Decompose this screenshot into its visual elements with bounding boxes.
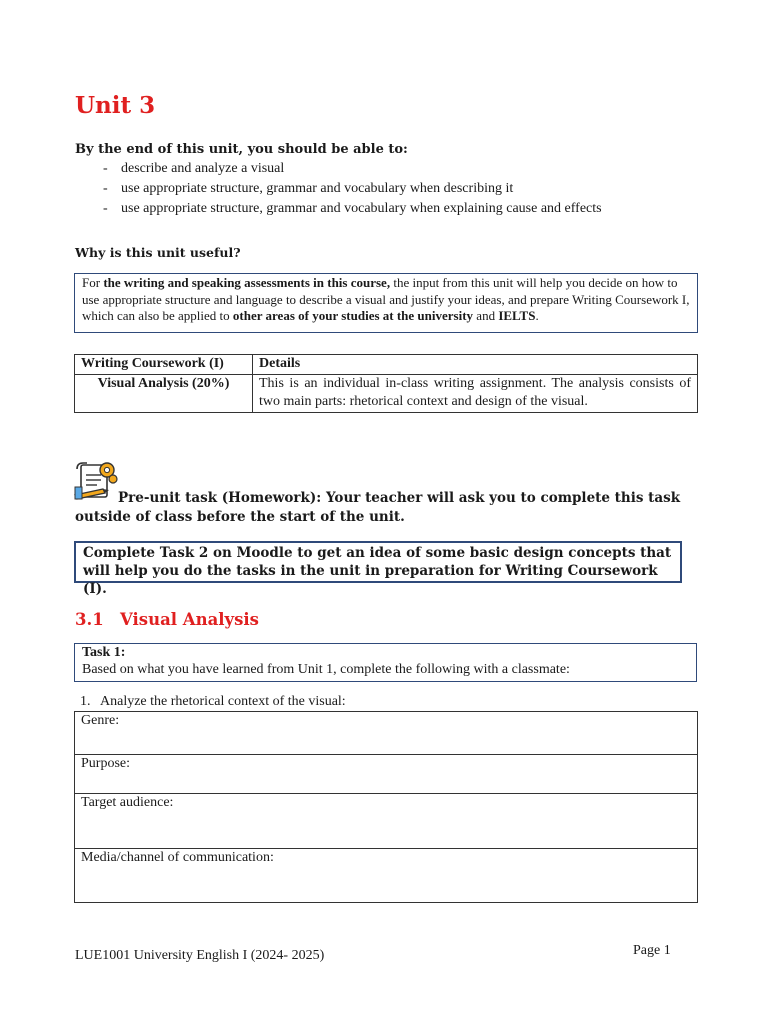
objective-text: use appropriate structure, grammar and vocabulary when explaining cause and effects — [121, 201, 602, 216]
usefulness-text: For — [82, 275, 104, 290]
section-title: Visual Analysis — [120, 610, 259, 629]
unit-title: Unit 3 — [75, 92, 156, 119]
usefulness-bold: IELTS — [498, 308, 536, 323]
col-header-details: Details — [253, 355, 698, 375]
question-number: 1. — [80, 694, 91, 709]
pre-unit-task-text: Pre-unit task (Homework): Your teacher will ask you to complete this task outside of class before the start of the unit. — [75, 490, 681, 525]
footer-course: LUE1001 University English I (2024- 2025) — [75, 948, 325, 963]
usefulness-bold: other areas of your studies at the university — [232, 308, 474, 323]
usefulness-text: . — [535, 308, 539, 323]
question-text: Analyze the rhetorical context of the visual: — [100, 694, 346, 709]
purpose-field[interactable]: Purpose: — [75, 755, 698, 794]
moodle-task-box: Complete Task 2 on Moodle to get an idea of some basic design concepts that will help you do the tasks in the unit in preparation for Writing Coursework (I). — [74, 541, 682, 583]
usefulness-bold: the writing and speaking assessments in this course, — [103, 275, 391, 290]
table-row — [75, 374, 698, 412]
usefulness-box — [74, 273, 698, 333]
section-number: 3.1 — [75, 610, 104, 629]
rhetorical-context-table — [74, 711, 698, 903]
bullet-dash: - — [103, 161, 108, 176]
table-row — [75, 712, 698, 755]
row-details: This is an individual in-class writing assignment. The analysis consists of two main parts: rhetorical context and design of the visual. — [253, 374, 698, 412]
section-heading — [75, 610, 259, 629]
table-row — [75, 755, 698, 794]
coursework-table — [74, 354, 698, 413]
objective-item — [103, 181, 513, 197]
objective-item — [103, 161, 284, 177]
media-channel-field[interactable]: Media/channel of communication: — [75, 849, 698, 903]
target-audience-field[interactable]: Target audience: — [75, 794, 698, 849]
objective-item — [103, 201, 602, 217]
objectives-heading: By the end of this unit, you should be able to: — [75, 142, 408, 157]
objective-text: use appropriate structure, grammar and vocabulary when describing it — [121, 181, 514, 196]
task1-box — [74, 643, 697, 682]
bullet-dash: - — [103, 181, 108, 196]
question-1 — [80, 694, 346, 710]
why-heading: Why is this unit useful? — [75, 245, 241, 260]
usefulness-text: the input from this unit will help you decide on how to use appropriate structure and language to describe a visual and justify your ideas, and prepare Writing Coursework I, which can also be applied to — [82, 275, 690, 323]
task1-title: Task 1: — [82, 645, 126, 660]
col-header-coursework: Writing Coursework (I) — [75, 355, 253, 375]
table-row — [75, 849, 698, 903]
row-label-visual-analysis: Visual Analysis (20%) — [75, 374, 253, 412]
footer-page-number: Page 1 — [633, 943, 671, 958]
bullet-dash: - — [103, 201, 108, 216]
usefulness-text: and — [473, 308, 499, 323]
table-header-row — [75, 355, 698, 375]
task1-instruction: Based on what you have learned from Unit 1, complete the following with a classmate: — [82, 661, 570, 677]
genre-field[interactable]: Genre: — [75, 712, 698, 755]
table-row — [75, 794, 698, 849]
objective-text: describe and analyze a visual — [121, 161, 285, 176]
